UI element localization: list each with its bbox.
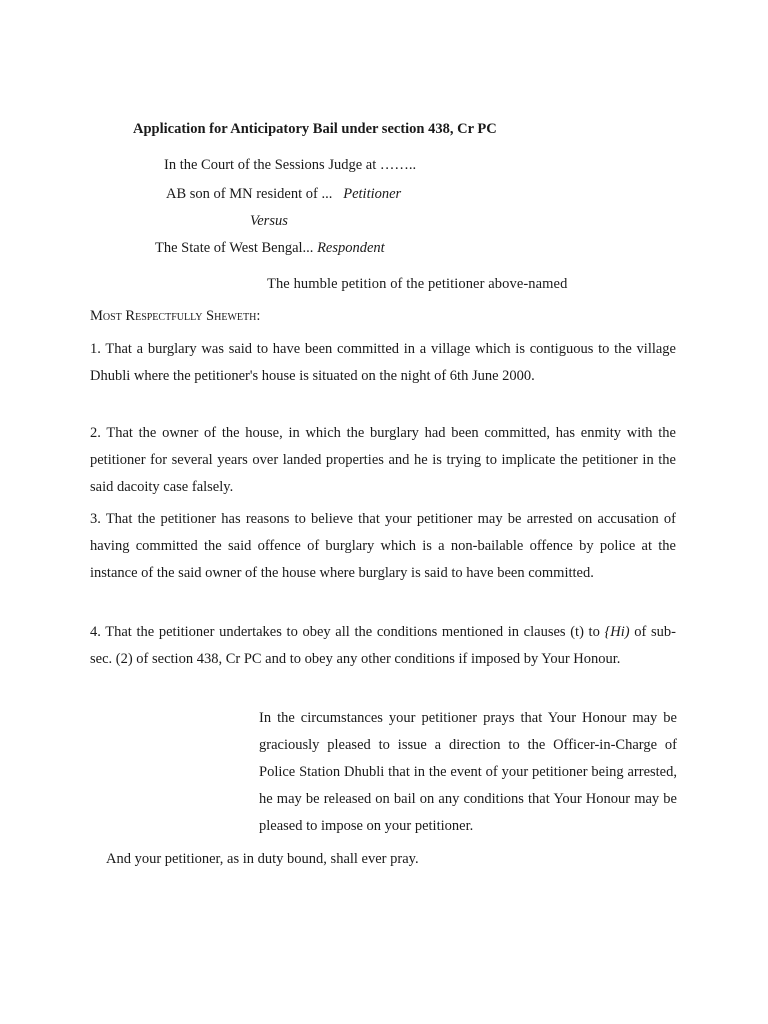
petitioner-role: Petitioner [343,186,402,202]
paragraph-4-after: of sub-sec. (2) of section 438, Cr PC and to obey any other conditions if imposed by Your Honour. [90,624,676,667]
paragraph-4-clause: {Hi) [604,624,630,640]
humble-petition-line: The humble petition of the petitioner above-named [267,276,568,292]
paragraph-3: 3. That the petitioner has reasons to believe that your petitioner may be arrested on accusation of having committed the said offence of burglary which is a non-bailable offence by police at the instance of the said owner of the house where burglary is said to have been committed. [90,511,676,581]
respondent-line [155,240,385,257]
prayer-paragraph: In the circumstances your petitioner prays that Your Honour may be graciously pleased to issue a direction to the Officer-in-Charge of Police Station Dhubli that in the event of your petitioner being arrested, he may be released on bail on any conditions that Your Honour may be pleased to impose on your petitioner. [259,710,677,834]
closing-line: And your petitioner, as in duty bound, shall ever pray. [106,851,419,867]
paragraph-1: 1. That a burglary was said to have been committed in a village which is contiguous to the village Dhubli where the petitioner's house is situated on the night of 6th June 2000. [90,341,676,384]
paragraph-2: 2. That the owner of the house, in which the burglary had been committed, has enmity with the petitioner for several years over landed properties and he is trying to implicate the petitioner in the said dacoity case falsely. [90,425,676,495]
sheweth-heading: Most Respectfully Sheweth: [90,308,261,324]
versus-label: Versus [250,213,288,229]
paragraph-4 [90,619,676,673]
document-title: Application for Anticipatory Bail under section 438, Cr PC [133,121,497,137]
court-line: In the Court of the Sessions Judge at …….. [164,157,417,173]
petitioner-text: AB son of MN resident of ... [166,186,333,202]
paragraph-4-before: 4. That the petitioner undertakes to obey all the conditions mentioned in clauses (t) to [90,624,605,640]
petitioner-line [166,186,401,203]
respondent-text: The State of West Bengal... [155,240,314,256]
respondent-role: Respondent [317,240,385,256]
